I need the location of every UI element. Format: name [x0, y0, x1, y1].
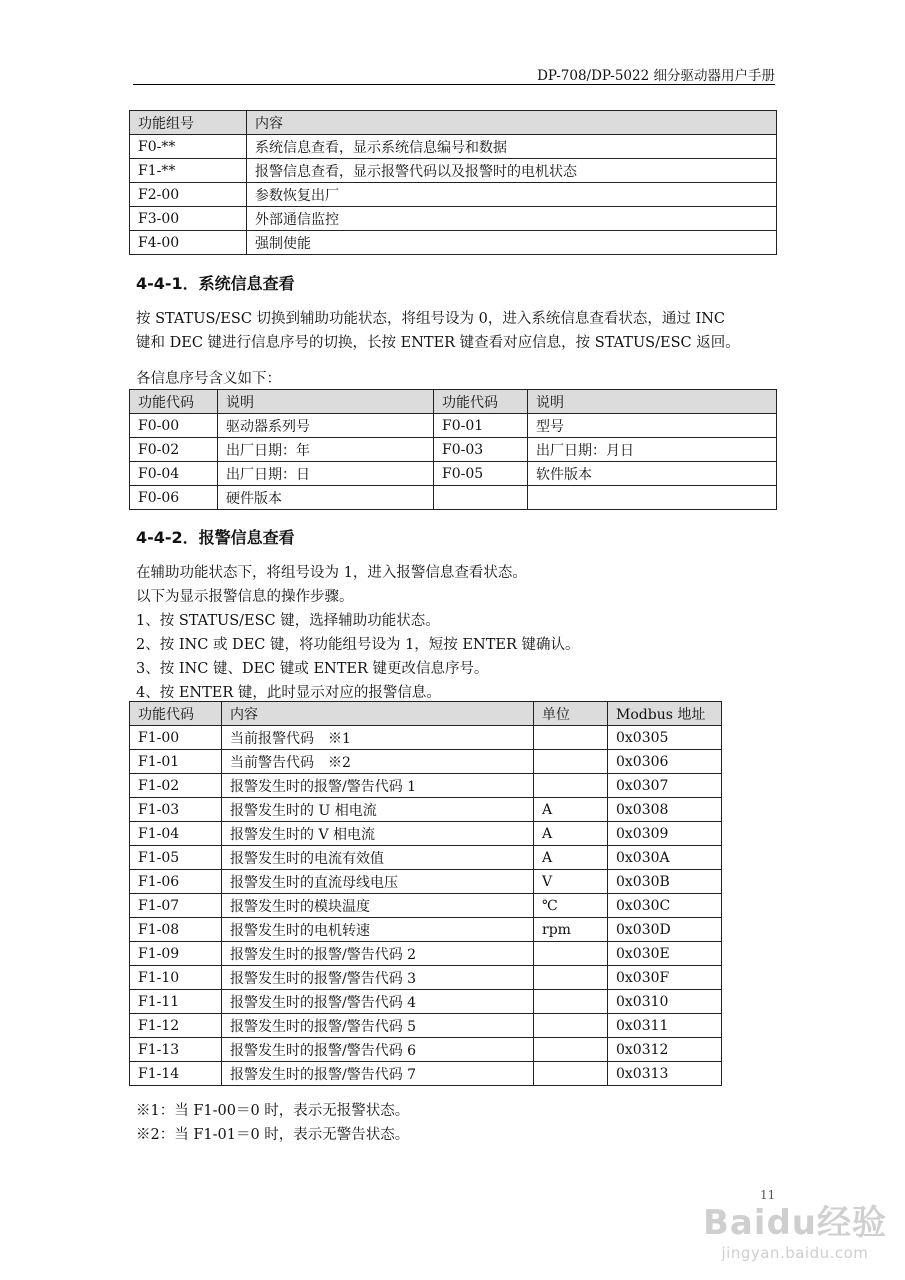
table-cell: 0x0309 — [608, 822, 722, 846]
table-cell: F1-05 — [130, 846, 222, 870]
table-header-cell: 内容 — [222, 702, 534, 726]
section-title-system-info: 4-4-1．系统信息查看 — [136, 274, 295, 293]
table-row — [130, 1014, 722, 1038]
table-cell: 报警发生时的电机转速 — [222, 918, 534, 942]
table-cell: 报警发生时的报警/警告代码 6 — [222, 1038, 534, 1062]
table-row — [130, 822, 722, 846]
table-cell: F1-10 — [130, 966, 222, 990]
table-cell: F0-06 — [130, 486, 218, 510]
table-row — [130, 894, 722, 918]
table-header-row — [130, 390, 777, 414]
table-row — [130, 726, 722, 750]
table-header-cell: 功能代码 — [434, 390, 528, 414]
footnote: ※1：当 F1-00＝0 时，表示无报警状态。 — [136, 1103, 410, 1119]
table-row — [130, 966, 722, 990]
table-cell: F1-09 — [130, 942, 222, 966]
table-row — [130, 870, 722, 894]
table-cell: 0x0308 — [608, 798, 722, 822]
table-cell: 当前报警代码 ※1 — [222, 726, 534, 750]
table-row — [130, 1038, 722, 1062]
table-cell — [434, 486, 528, 510]
paragraph-line: 以下为显示报警信息的操作步骤。 — [136, 589, 354, 605]
table-cell: 0x0311 — [608, 1014, 722, 1038]
table-cell: 0x030B — [608, 870, 722, 894]
table-cell: F1-00 — [130, 726, 222, 750]
table-cell — [534, 942, 608, 966]
table-cell: F0-01 — [434, 414, 528, 438]
table-cell — [534, 1038, 608, 1062]
table-cell: F1-06 — [130, 870, 222, 894]
table-cell: 报警发生时的 U 相电流 — [222, 798, 534, 822]
system-info-table — [129, 389, 777, 510]
table-cell: 0x0307 — [608, 774, 722, 798]
table-row — [130, 486, 777, 510]
table-row — [130, 207, 777, 231]
table-cell — [534, 726, 608, 750]
table-cell — [534, 774, 608, 798]
table-cell: 报警发生时的 V 相电流 — [222, 822, 534, 846]
table-cell: F1-13 — [130, 1038, 222, 1062]
table-cell: 驱动器系列号 — [218, 414, 434, 438]
table-cell: 0x030F — [608, 966, 722, 990]
table-header-row — [130, 111, 777, 135]
table-cell: 报警发生时的报警/警告代码 1 — [222, 774, 534, 798]
table-cell: 参数恢复出厂 — [247, 183, 777, 207]
watermark-url: jingyan.baidu.com — [721, 1244, 869, 1262]
table-row — [130, 918, 722, 942]
table-cell: 出厂日期：日 — [218, 462, 434, 486]
table-header-cell: Modbus 地址 — [608, 702, 722, 726]
table-cell — [534, 966, 608, 990]
table-header-cell: 单位 — [534, 702, 608, 726]
table-cell: 报警发生时的模块温度 — [222, 894, 534, 918]
table-row — [130, 798, 722, 822]
table-row — [130, 462, 777, 486]
table-cell — [528, 486, 777, 510]
table-row — [130, 231, 777, 255]
table-header-cell: 功能组号 — [130, 111, 247, 135]
alarm-info-table — [129, 701, 722, 1086]
paragraph-line: 键和 DEC 键进行信息序号的切换，长按 ENTER 键查看对应信息，按 STATUS/ESC 返回。 — [136, 335, 740, 351]
table-row — [130, 1062, 722, 1086]
table-cell: 0x030A — [608, 846, 722, 870]
table-cell: 软件版本 — [528, 462, 777, 486]
table-header-cell: 功能代码 — [130, 390, 218, 414]
table-cell: 0x0313 — [608, 1062, 722, 1086]
table-cell: F1-01 — [130, 750, 222, 774]
step-line: 3、按 INC 键、DEC 键或 ENTER 键更改信息序号。 — [136, 661, 489, 677]
table-cell: F1-03 — [130, 798, 222, 822]
table-cell: 报警发生时的直流母线电压 — [222, 870, 534, 894]
table-cell: 0x0305 — [608, 726, 722, 750]
table-row — [130, 846, 722, 870]
watermark — [703, 1195, 887, 1262]
table-cell: F1-11 — [130, 990, 222, 1014]
table-row — [130, 438, 777, 462]
table-cell: F0-** — [130, 135, 247, 159]
table-cell: 0x030C — [608, 894, 722, 918]
table-cell: 型号 — [528, 414, 777, 438]
table-cell: 0x0306 — [608, 750, 722, 774]
step-line: 1、按 STATUS/ESC 键，选择辅助功能状态。 — [136, 613, 440, 629]
table-cell: F1-14 — [130, 1062, 222, 1086]
paragraph-line: 按 STATUS/ESC 切换到辅助功能状态，将组号设为 0，进入系统信息查看状态，通过 INC — [136, 311, 725, 327]
table-cell — [534, 1014, 608, 1038]
table-cell: F2-00 — [130, 183, 247, 207]
table-header-cell: 功能代码 — [130, 702, 222, 726]
table-cell: F0-05 — [434, 462, 528, 486]
watermark-brand: Baidu经验 — [702, 1203, 887, 1243]
table-cell: F1-12 — [130, 1014, 222, 1038]
table-cell: 当前警告代码 ※2 — [222, 750, 534, 774]
table-cell: 外部通信监控 — [247, 207, 777, 231]
table-cell: F3-00 — [130, 207, 247, 231]
table-cell: rpm — [534, 918, 608, 942]
table-cell: F1-08 — [130, 918, 222, 942]
table-cell: 报警发生时的报警/警告代码 7 — [222, 1062, 534, 1086]
table-cell: 0x0312 — [608, 1038, 722, 1062]
table-cell: F4-00 — [130, 231, 247, 255]
table-cell: 报警发生时的电流有效值 — [222, 846, 534, 870]
paragraph-line: 在辅助功能状态下，将组号设为 1，进入报警信息查看状态。 — [136, 565, 527, 581]
table-cell: ℃ — [534, 894, 608, 918]
function-group-table — [129, 110, 777, 255]
table-header-cell: 内容 — [247, 111, 777, 135]
table-header-cell: 说明 — [218, 390, 434, 414]
table-cell: 报警信息查看，显示报警代码以及报警时的电机状态 — [247, 159, 777, 183]
table-header-cell: 说明 — [528, 390, 777, 414]
table-cell: F0-04 — [130, 462, 218, 486]
table-cell: F1-02 — [130, 774, 222, 798]
table-intro-text: 各信息序号含义如下： — [136, 371, 281, 387]
table-row — [130, 942, 722, 966]
table-cell: 报警发生时的报警/警告代码 4 — [222, 990, 534, 1014]
table-row — [130, 135, 777, 159]
table-cell: 报警发生时的报警/警告代码 5 — [222, 1014, 534, 1038]
section-title-alarm-info: 4-4-2．报警信息查看 — [136, 528, 295, 547]
table-cell: F0-02 — [130, 438, 218, 462]
table-row — [130, 414, 777, 438]
footnote: ※2：当 F1-01＝0 时，表示无警告状态。 — [136, 1127, 410, 1143]
table-row — [130, 774, 722, 798]
table-cell — [534, 1062, 608, 1086]
table-cell: A — [534, 798, 608, 822]
table-cell: 出厂日期：月日 — [528, 438, 777, 462]
table-cell: 硬件版本 — [218, 486, 434, 510]
table-cell: F1-07 — [130, 894, 222, 918]
table-cell: 0x0310 — [608, 990, 722, 1014]
step-line: 4、按 ENTER 键，此时显示对应的报警信息。 — [136, 685, 441, 701]
table-cell: 0x030E — [608, 942, 722, 966]
table-cell: A — [534, 822, 608, 846]
table-cell: 报警发生时的报警/警告代码 2 — [222, 942, 534, 966]
table-cell: F1-** — [130, 159, 247, 183]
table-cell: 出厂日期：年 — [218, 438, 434, 462]
table-cell — [534, 750, 608, 774]
table-cell: A — [534, 846, 608, 870]
table-cell: 报警发生时的报警/警告代码 3 — [222, 966, 534, 990]
table-cell: V — [534, 870, 608, 894]
table-row — [130, 159, 777, 183]
table-cell: F0-00 — [130, 414, 218, 438]
table-cell — [534, 990, 608, 1014]
table-cell: 0x030D — [608, 918, 722, 942]
table-cell: F1-04 — [130, 822, 222, 846]
table-row — [130, 990, 722, 1014]
header-rule — [133, 84, 775, 85]
table-row — [130, 183, 777, 207]
step-line: 2、按 INC 或 DEC 键，将功能组号设为 1，短按 ENTER 键确认。 — [136, 637, 580, 653]
page-number: 11 — [760, 1188, 776, 1202]
table-cell: F0-03 — [434, 438, 528, 462]
table-cell: 系统信息查看，显示系统信息编号和数据 — [247, 135, 777, 159]
table-row — [130, 750, 722, 774]
table-header-row — [130, 702, 722, 726]
table-cell: 强制使能 — [247, 231, 777, 255]
page-header-title: DP-708/DP-5022 细分驱动器用户手册 — [537, 68, 775, 84]
